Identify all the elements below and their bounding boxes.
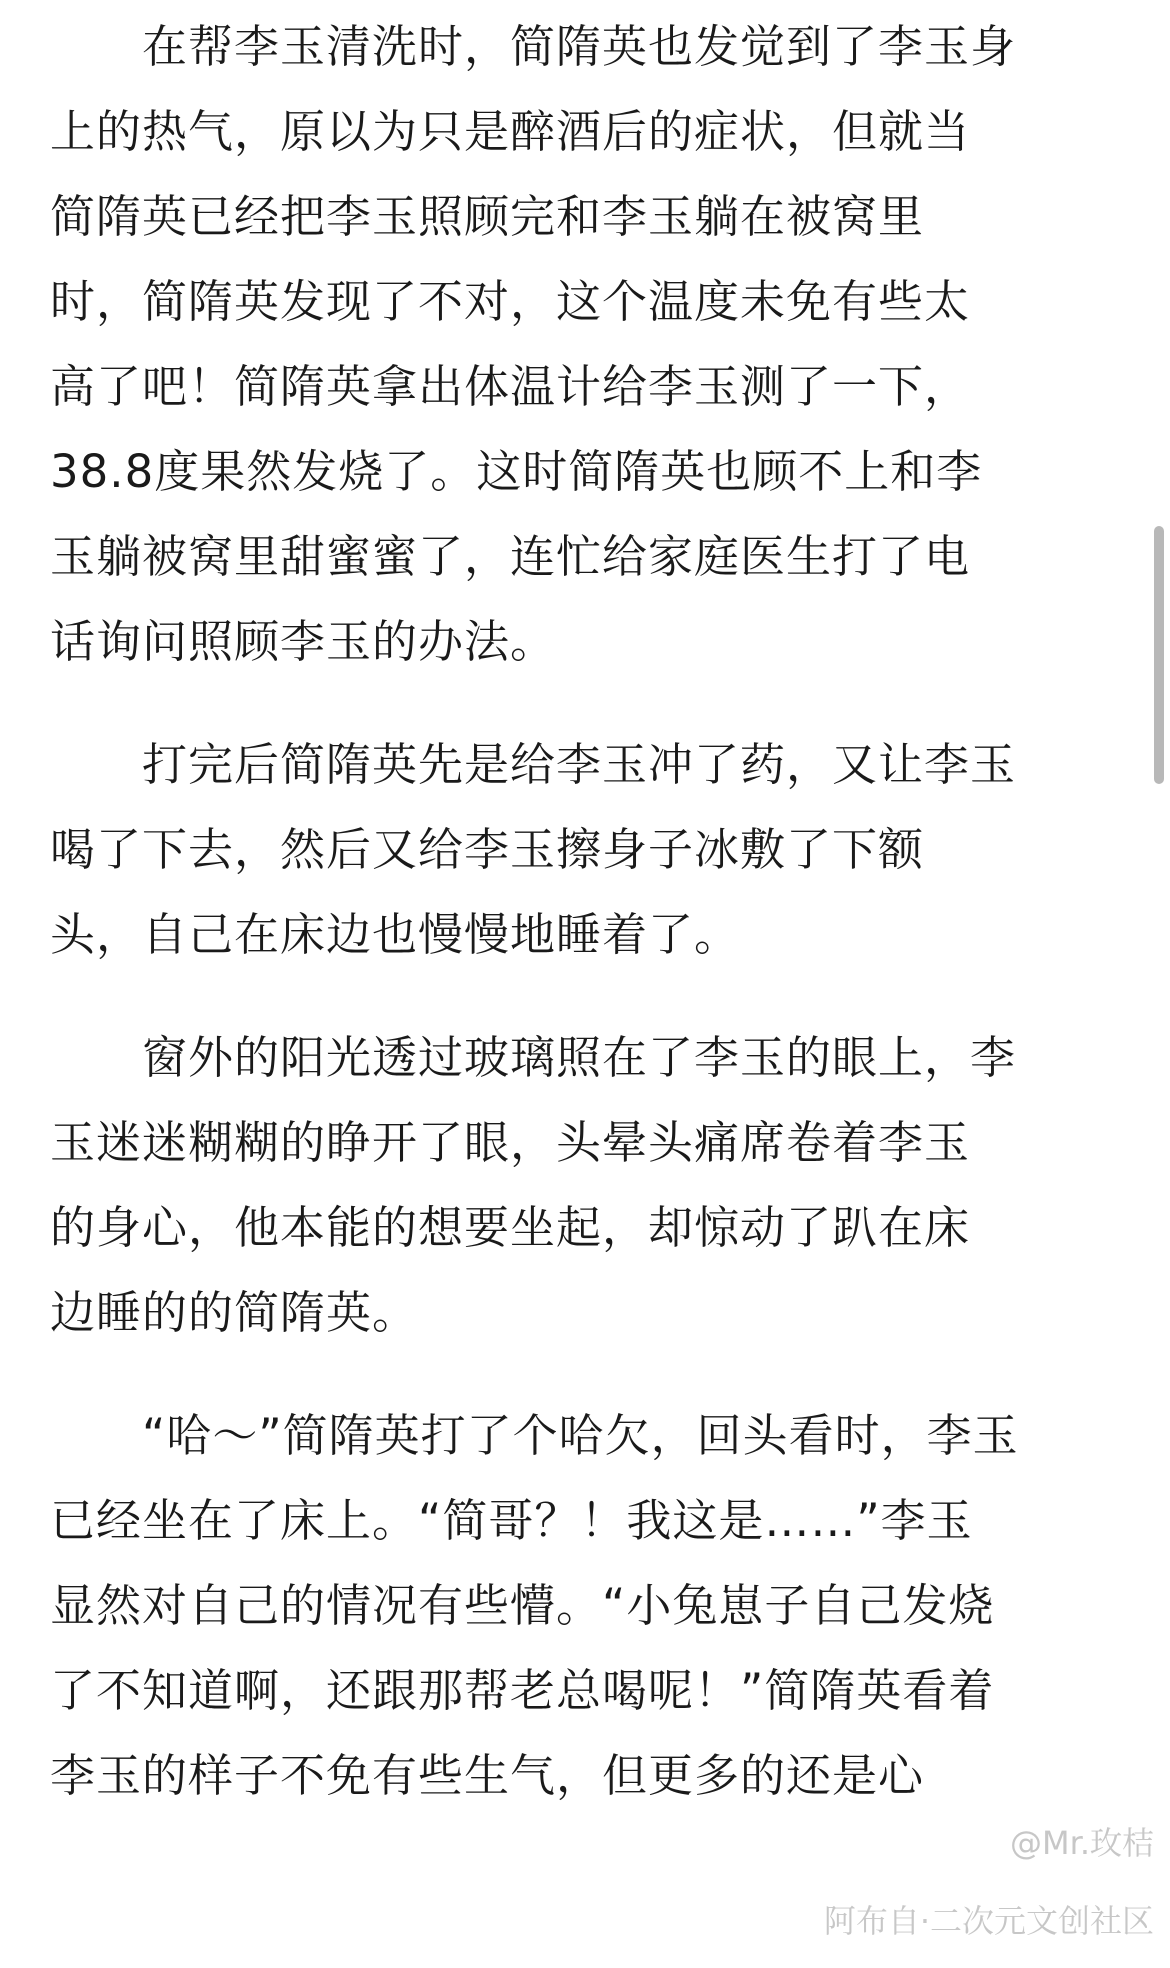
text-line: 边睡的的简隋英。 — [50, 1286, 419, 1339]
text-line: 高了吧！简隋英拿出体温计给李玉测了一下， — [50, 360, 971, 413]
text-line: 玉躺被窝里甜蜜蜜了，连忙给家庭医生打了电 — [50, 530, 971, 583]
paragraph-2 — [50, 722, 1120, 977]
text-line: 话询问照顾李玉的办法。 — [50, 615, 557, 668]
text-line: 李玉的样子不免有些生气，但更多的还是心 — [50, 1749, 925, 1802]
text-line: 窗外的阳光透过玻璃照在了李玉的眼上，李 — [50, 1031, 1017, 1084]
paragraph-1 — [50, 4, 1120, 684]
text-line: 简隋英已经把李玉照顾完和李玉躺在被窝里 — [50, 190, 925, 243]
text-line: 的身心，他本能的想要坐起，却惊动了趴在床 — [50, 1201, 971, 1254]
text-line: 打完后简隋英先是给李玉冲了药，又让李玉 — [50, 738, 1017, 791]
text-line: 显然对自己的情况有些懵。“小兔崽子自己发烧 — [50, 1579, 995, 1632]
text-line: 38.8度果然发烧了。这时简隋英也顾不上和李 — [50, 445, 983, 498]
text-line: 喝了下去，然后又给李玉擦身子冰敷了下额 — [50, 823, 925, 876]
article-body[interactable] — [50, 4, 1120, 1856]
text-line: 玉迷迷糊糊的睁开了眼，头晕头痛席卷着李玉 — [50, 1116, 971, 1169]
text-line: 在帮李玉清洗时，简隋英也发觉到了李玉身 — [50, 20, 1017, 73]
text-line: 时，简隋英发现了不对，这个温度未免有些太 — [50, 275, 971, 328]
text-line: 上的热气，原以为只是醉酒后的症状，但就当 — [50, 105, 971, 158]
watermark-author: @Mr.玫桔 — [1009, 1824, 1154, 1862]
text-line: “哈～”简隋英打了个哈欠，回头看时，李玉 — [50, 1409, 1019, 1462]
paragraph-3 — [50, 1015, 1120, 1355]
text-line: 了不知道啊，还跟那帮老总喝呢！”简隋英看着 — [50, 1664, 995, 1717]
watermark-community: 阿布自·二次元文创社区 — [823, 1902, 1154, 1940]
text-line: 头，自己在床边也慢慢地睡着了。 — [50, 908, 741, 961]
scrollbar-thumb[interactable] — [1154, 526, 1164, 784]
text-line: 已经坐在了床上。“简哥？！我这是……”李玉 — [50, 1494, 973, 1547]
paragraph-4 — [50, 1393, 1120, 1818]
